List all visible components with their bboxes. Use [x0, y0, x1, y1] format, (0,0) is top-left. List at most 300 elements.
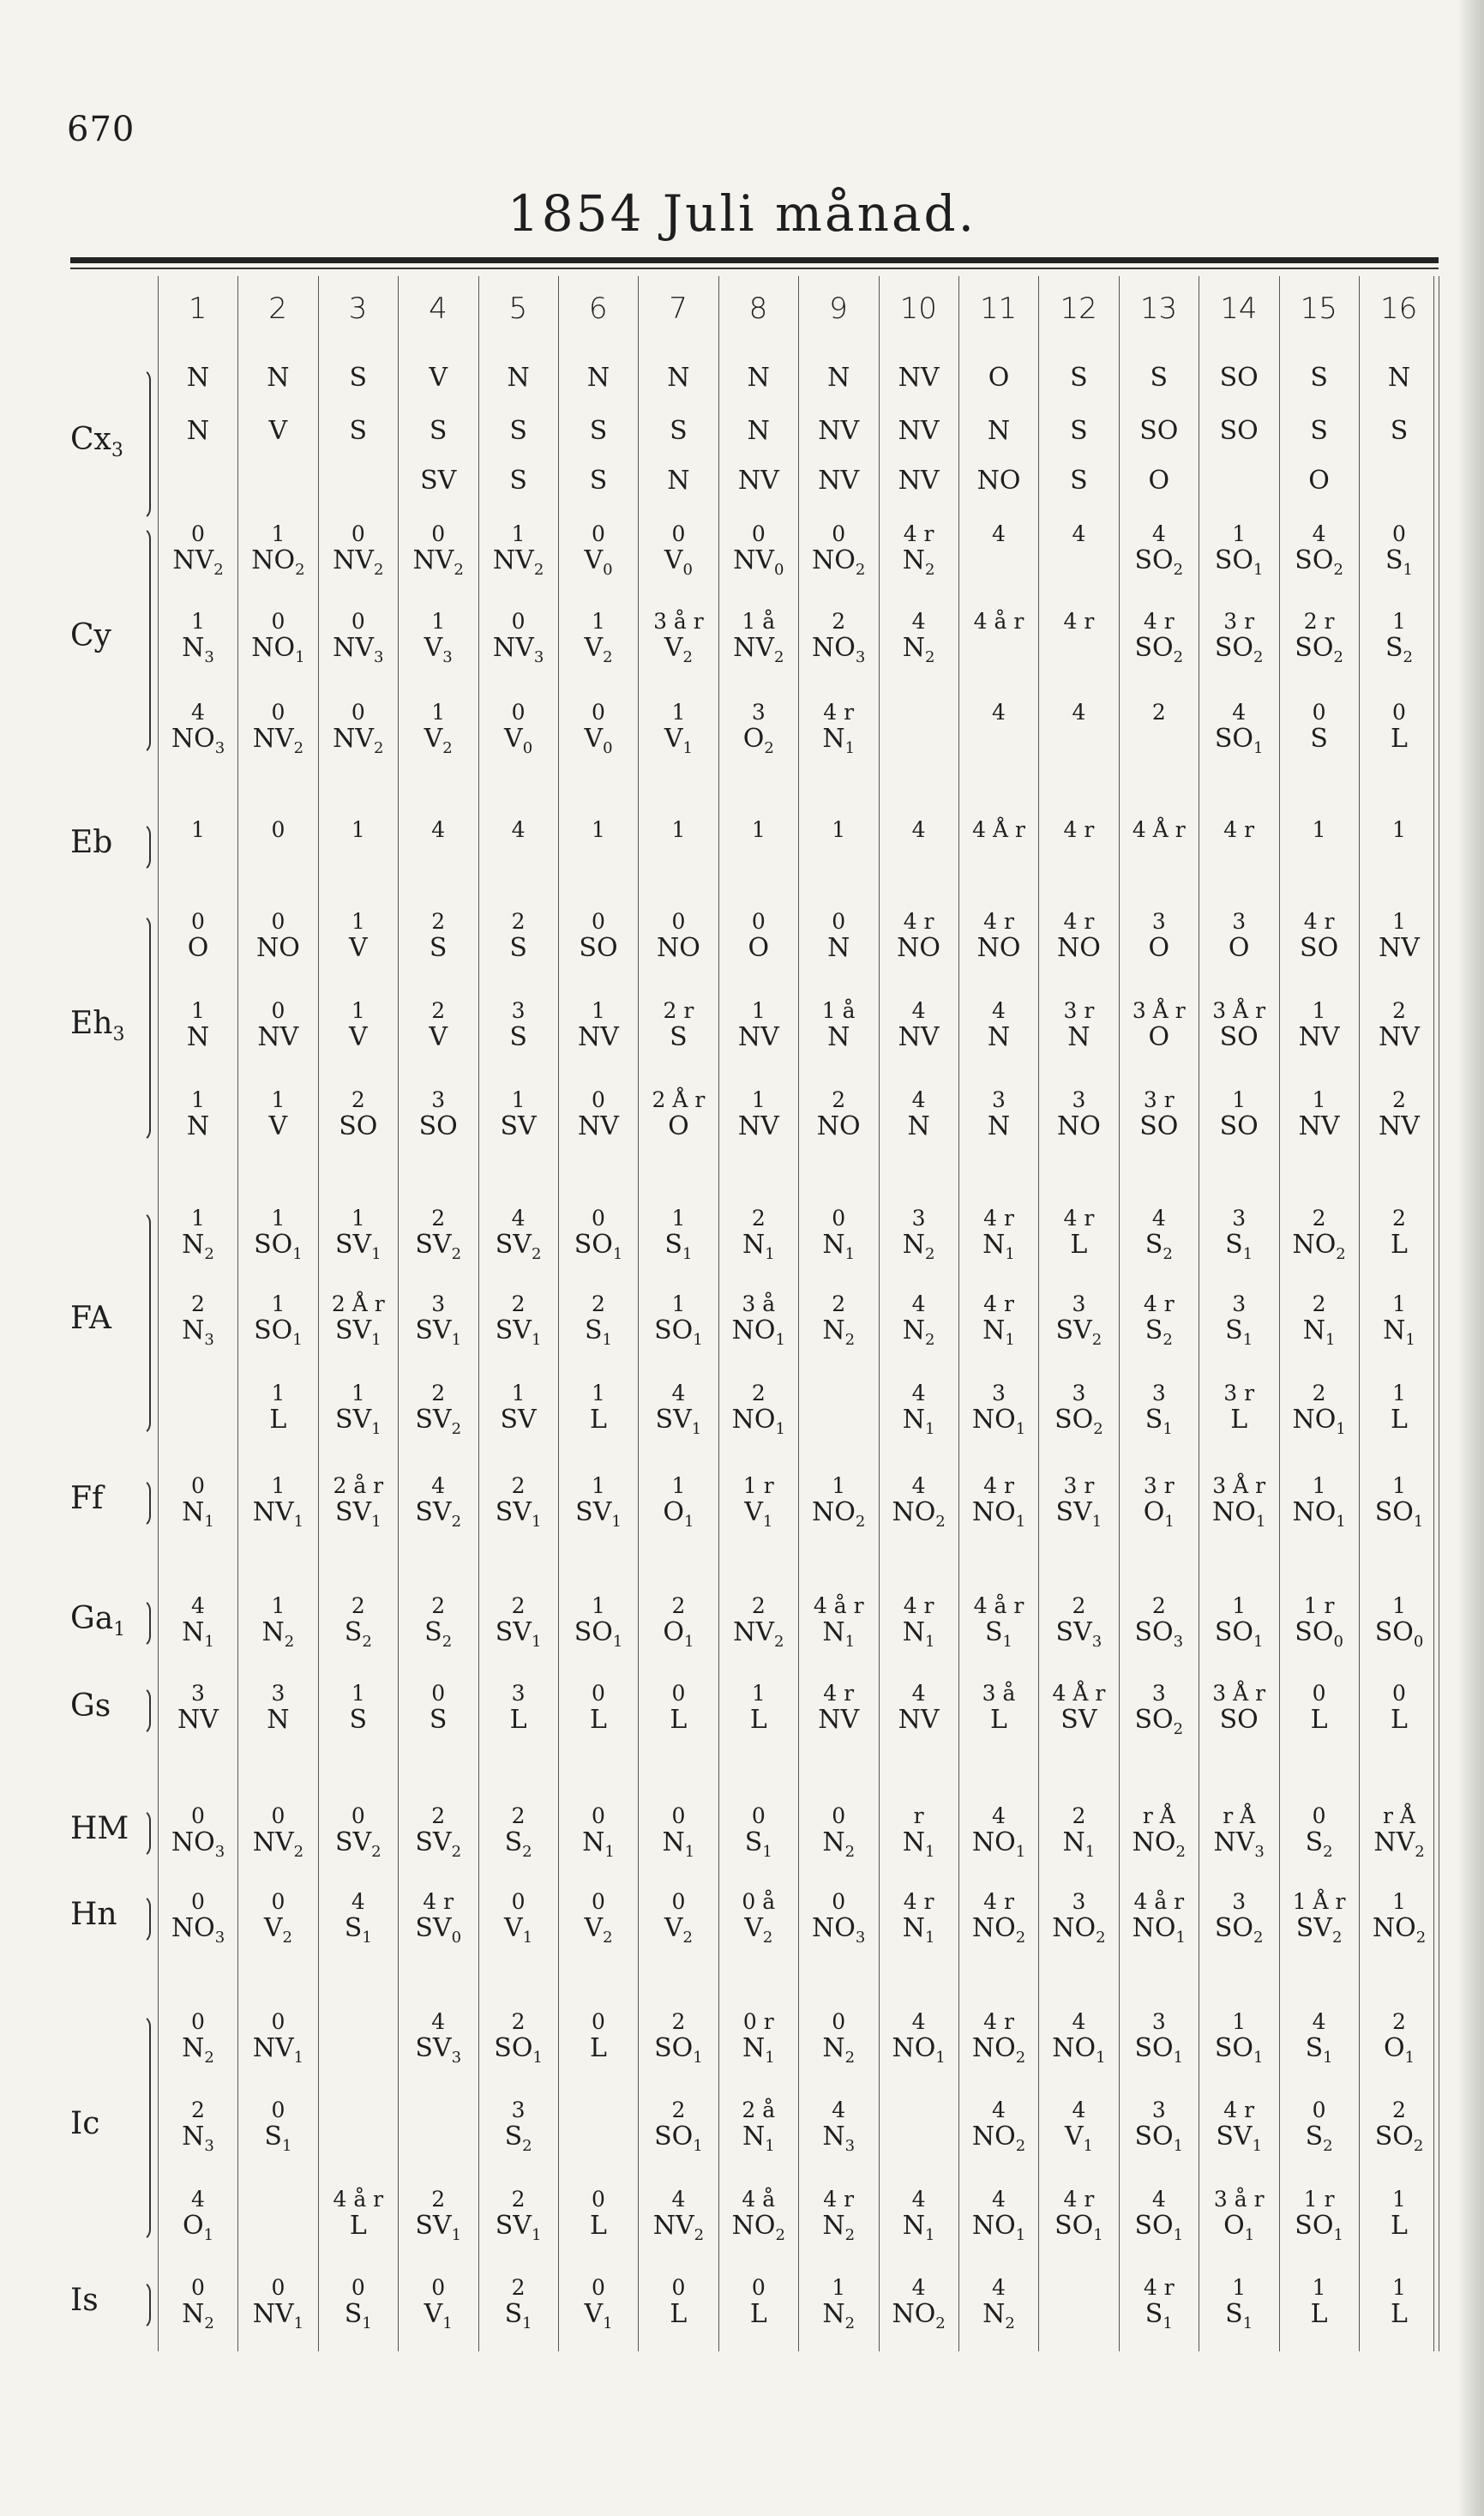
cell-direction: $NO_1$	[971, 1497, 1026, 1531]
table-cell	[158, 1207, 238, 1263]
table-cell	[237, 1595, 318, 1651]
cell-direction: $O_1$	[663, 1617, 694, 1651]
cell-grade: 0	[351, 1803, 365, 1828]
header-rule-thick	[70, 257, 1439, 263]
table-cell	[318, 1000, 399, 1051]
cell-grade: 3	[431, 1087, 446, 1112]
table-cell	[398, 1000, 478, 1051]
cell-direction: $S_1$	[1225, 1230, 1253, 1263]
cell-direction: $SV_2$	[1055, 1315, 1102, 1349]
cell-direction: NV	[1379, 1022, 1420, 1052]
table-cell	[1119, 523, 1199, 579]
cell-grade: 0	[751, 521, 766, 546]
cell-grade: 4	[671, 1381, 686, 1405]
cell-direction: L	[1070, 1230, 1088, 1260]
cell-grade: 1	[1392, 1473, 1406, 1498]
table-cell	[798, 819, 879, 843]
cell-direction: L	[1391, 724, 1408, 754]
cell-direction: NV	[818, 1705, 860, 1735]
cell-direction: $N_2$	[822, 2299, 856, 2332]
cell-grade: 3 r	[1063, 1473, 1095, 1498]
table-cell	[398, 1891, 478, 1947]
table-cell	[237, 701, 318, 757]
station-code: Eh	[70, 1006, 113, 1041]
table-cell	[237, 2099, 318, 2155]
cell-grade: 2	[1151, 700, 1166, 725]
table-cell	[638, 1891, 718, 1947]
cell-direction: N	[1067, 1022, 1090, 1052]
cell-direction: $S_2$	[504, 2122, 532, 2155]
cell-grade: 2	[1151, 1593, 1166, 1618]
cell-grade: 0	[191, 2009, 205, 2034]
table-cell	[237, 1891, 318, 1947]
cell-direction: L	[1391, 2211, 1408, 2241]
table-cell	[638, 1000, 718, 1051]
table-cell	[478, 1682, 559, 1734]
cell-direction: S	[670, 1022, 688, 1052]
cell-grade: 3 r	[1143, 1087, 1175, 1112]
table-cell	[158, 1382, 238, 1406]
cell-direction: N	[907, 1111, 930, 1141]
cell-grade: 4 å r	[813, 1593, 864, 1618]
header-rule-thin	[70, 268, 1439, 269]
table-cell	[478, 1089, 559, 1141]
cell-grade: 1	[191, 609, 205, 634]
cell-direction: L	[749, 2299, 767, 2329]
cell-grade: 4 r	[983, 2009, 1014, 2034]
cell-direction: $SO_1$	[1214, 2033, 1264, 2067]
table-cell	[318, 2277, 399, 2332]
table-cell	[558, 2188, 639, 2240]
cell-grade: 3 r	[1223, 1381, 1255, 1405]
cell-direction: NV	[898, 363, 940, 393]
cell-direction: $SO_1$	[254, 1315, 303, 1349]
cell-grade: 3 Å r	[1212, 1473, 1266, 1498]
table-cell	[638, 1207, 718, 1263]
cell-grade: 1	[1392, 1889, 1406, 1914]
cell-direction: $SO_0$	[1374, 1617, 1424, 1651]
station-code: Ic	[70, 2105, 100, 2141]
cell-grade: 2	[1392, 1206, 1406, 1231]
cell-grade: 1	[1392, 2187, 1406, 2212]
cell-grade: 2	[431, 1206, 446, 1231]
table-cell	[1119, 418, 1199, 445]
cell-grade: 0 å	[742, 1889, 776, 1914]
cell-direction: L	[1391, 1705, 1408, 1735]
table-cell	[1119, 1089, 1199, 1141]
cell-direction: $S_1$	[344, 1913, 372, 1947]
cell-grade: 0	[1312, 700, 1326, 725]
cell-direction: S	[1070, 363, 1088, 393]
table-cell	[958, 1089, 1039, 1141]
cell-grade: 0	[271, 1889, 285, 1914]
cell-grade: 4 r	[1063, 2187, 1095, 2212]
group-brace	[137, 1478, 151, 1528]
cell-direction: $S_2$	[1305, 1827, 1333, 1861]
table-cell	[879, 418, 959, 445]
cell-grade: 1	[832, 817, 846, 842]
cell-grade: 3	[511, 2098, 526, 2122]
cell-direction: $NO_1$	[1212, 1497, 1266, 1531]
cell-grade: 4	[191, 2187, 205, 2212]
table-cell	[798, 1293, 879, 1349]
cell-grade: r Å	[1383, 1803, 1415, 1828]
cell-grade: 3 å r	[1213, 2187, 1265, 2212]
cell-grade: 4	[992, 521, 1006, 546]
cell-direction: N	[827, 933, 850, 963]
cell-grade: 4	[431, 1473, 446, 1498]
table-cell	[1038, 418, 1119, 445]
table-cell	[558, 819, 639, 843]
table-cell	[318, 2099, 399, 2123]
table-cell	[1119, 1207, 1199, 1263]
column-number: 13	[1139, 292, 1178, 326]
cell-direction: $S_1$	[264, 2122, 292, 2155]
table-cell	[1279, 2277, 1360, 2328]
cell-direction: $S_1$	[1145, 1405, 1173, 1438]
table-cell	[958, 2188, 1039, 2244]
cell-grade: 0	[271, 2275, 285, 2300]
table-cell	[1359, 364, 1439, 392]
cell-direction: SO	[1300, 933, 1339, 963]
cell-direction: NO	[816, 1111, 861, 1141]
cell-direction: $O_2$	[742, 724, 774, 757]
table-cell	[958, 467, 1039, 495]
cell-direction: N	[747, 363, 770, 393]
table-cell	[798, 701, 879, 757]
cell-grade	[398, 2099, 478, 2123]
cell-grade: 2	[511, 909, 526, 934]
cell-grade: r Å	[1142, 1803, 1175, 1828]
cell-grade: 3 Å r	[1212, 998, 1266, 1023]
table-cell	[398, 523, 478, 579]
column-number: 6	[588, 292, 608, 326]
cell-direction: L	[990, 1705, 1007, 1735]
table-cell	[1359, 1682, 1439, 1734]
cell-grade: 2	[511, 2187, 526, 2212]
table-cell	[1119, 1595, 1199, 1651]
cell-grade: 4	[431, 2009, 446, 2034]
table-cell	[158, 1293, 238, 1349]
cell-grade: 1	[191, 817, 205, 842]
cell-direction: $SV_2$	[415, 1497, 462, 1531]
cell-grade: 4	[911, 998, 926, 1023]
cell-grade: 1	[271, 521, 285, 546]
table-cell	[1119, 1293, 1199, 1349]
table-cell	[798, 1475, 879, 1531]
cell-grade: 4	[1312, 2009, 1326, 2034]
cell-grade: 4 r	[1143, 2275, 1175, 2300]
table-cell	[879, 1805, 959, 1861]
table-cell	[318, 1089, 399, 1141]
table-cell	[558, 523, 639, 579]
cell-grade: 4	[911, 817, 926, 842]
table-cell	[958, 701, 1039, 725]
table-cell	[1359, 1293, 1439, 1349]
cell-direction: V	[348, 933, 368, 963]
cell-direction: SV	[500, 1405, 537, 1435]
cell-grade: 2	[671, 2098, 686, 2122]
station-label	[70, 1006, 124, 1045]
table-cell	[237, 364, 318, 392]
cell-direction: S	[509, 416, 527, 446]
cell-grade: 4 å r	[973, 1593, 1024, 1618]
table-cell	[879, 1475, 959, 1531]
table-cell	[158, 1891, 238, 1947]
cell-direction: NV	[737, 1022, 779, 1052]
cell-direction: NV	[578, 1111, 619, 1141]
cell-direction: $SV_1$	[495, 1315, 542, 1349]
cell-grade: 4	[511, 817, 526, 842]
cell-direction: NV	[177, 1705, 219, 1735]
table-cell	[638, 2188, 718, 2244]
cell-direction: $S_2$	[1305, 2122, 1333, 2155]
cell-direction: $SO_2$	[1214, 1913, 1264, 1947]
cell-direction: SO	[1219, 1705, 1259, 1735]
cell-grade: 1	[1232, 1593, 1247, 1618]
table-cell	[558, 1891, 639, 1947]
table-cell	[718, 2188, 799, 2244]
table-cell	[1199, 1595, 1279, 1651]
cell-direction: V	[429, 1022, 448, 1052]
table-cell	[478, 2277, 559, 2332]
cell-grade: 4	[911, 2009, 926, 2034]
cell-grade: 2	[511, 1593, 526, 1618]
group-brace	[137, 1686, 151, 1736]
table-cell	[318, 1891, 399, 1947]
cell-direction: L	[670, 1705, 688, 1735]
cell-grade: 1	[1232, 2009, 1247, 2034]
table-cell	[1359, 1382, 1439, 1434]
cell-grade: 4	[511, 1206, 526, 1231]
cell-direction: $SV_2$	[415, 1827, 462, 1861]
cell-grade: 3	[1232, 1889, 1247, 1914]
cell-direction: $SV_2$	[415, 1230, 462, 1263]
table-cell	[1038, 2099, 1119, 2155]
table-cell	[237, 819, 318, 843]
cell-direction: $O_1$	[1143, 1497, 1175, 1531]
cell-direction: $NO_2$	[1292, 1230, 1346, 1263]
table-cell	[638, 701, 718, 757]
cell-direction: L	[590, 1405, 607, 1435]
cell-direction: V	[348, 1022, 368, 1052]
cell-direction: NV	[737, 1111, 779, 1141]
table-cell	[398, 1382, 478, 1438]
cell-grade: 3	[271, 1681, 285, 1706]
table-cell	[237, 1000, 318, 1051]
cell-grade: 1	[1312, 817, 1326, 842]
table-cell	[958, 1000, 1039, 1051]
cell-direction: L	[1310, 2299, 1328, 2329]
cell-grade: 2	[1312, 1381, 1326, 1405]
cell-grade: 1	[511, 1087, 526, 1112]
page-title: 1854 Juli månad.	[507, 184, 977, 243]
cell-grade: 0	[1312, 1681, 1326, 1706]
cell-grade: 4	[1151, 2187, 1166, 2212]
cell-direction: N	[507, 363, 530, 393]
cell-grade: 1	[832, 2275, 846, 2300]
cell-grade: 0	[271, 998, 285, 1023]
cell-grade: 0	[751, 1803, 766, 1828]
cell-grade: r Å	[1223, 1803, 1256, 1828]
station-subscript: 1	[113, 1619, 126, 1641]
table-cell	[1038, 364, 1119, 392]
table-cell	[318, 1293, 399, 1349]
cell-direction: $NO_2$	[971, 2033, 1026, 2067]
table-cell	[718, 701, 799, 757]
cell-grade: 3	[191, 1681, 205, 1706]
cell-direction: $SV_1$	[334, 1497, 382, 1531]
table-cell	[318, 1207, 399, 1263]
cell-grade	[1199, 467, 1279, 491]
table-cell	[879, 1293, 959, 1349]
cell-grade: 3	[1151, 2009, 1166, 2034]
cell-grade: 4	[992, 2275, 1006, 2300]
cell-grade: 0	[671, 521, 686, 546]
cell-direction: NV	[257, 1022, 299, 1052]
table-cell	[318, 364, 399, 392]
cell-direction: N	[186, 1111, 210, 1141]
cell-direction: L	[590, 2211, 607, 2241]
cell-grade: 0	[832, 909, 846, 934]
cell-grade: 4	[1072, 700, 1086, 725]
cell-grade: 1 r	[742, 1473, 774, 1498]
cell-grade: 1	[1392, 1381, 1406, 1405]
cell-direction: $NV_2$	[333, 545, 384, 579]
cell-grade: 4	[1312, 521, 1326, 546]
table-cell	[158, 1682, 238, 1734]
table-cell	[798, 611, 879, 666]
cell-direction: $S_2$	[1145, 1230, 1173, 1263]
cell-direction: $V_2$	[584, 1913, 613, 1947]
table-cell	[558, 1475, 639, 1531]
cell-grade: 0	[351, 2275, 365, 2300]
cell-direction: $S_1$	[504, 2299, 532, 2332]
table-cell	[558, 1682, 639, 1734]
cell-grade: 0	[1392, 521, 1406, 546]
cell-direction: S	[509, 933, 527, 963]
cell-direction: $NO_3$	[171, 1913, 225, 1947]
cell-direction: $SO_3$	[1134, 1617, 1184, 1651]
table-cell	[1038, 1475, 1119, 1531]
table-cell	[1038, 1682, 1119, 1734]
cell-grade: 0	[592, 1889, 605, 1914]
cell-direction: $V_2$	[744, 1913, 773, 1947]
cell-grade: 0	[832, 1889, 846, 1914]
table-cell	[237, 1207, 318, 1263]
cell-direction: L	[749, 1705, 767, 1735]
table-cell	[1359, 1000, 1439, 1051]
table-cell	[1119, 1805, 1199, 1861]
table-cell	[718, 1682, 799, 1734]
cell-grade: 0	[592, 1087, 605, 1112]
cell-grade: 0	[271, 817, 285, 842]
station-label	[70, 1601, 125, 1640]
table-cell	[1199, 1891, 1279, 1947]
cell-grade: 2	[431, 1593, 446, 1618]
table-cell	[879, 1891, 959, 1947]
table-cell	[1359, 1891, 1439, 1947]
cell-direction: $SV_3$	[1055, 1617, 1102, 1651]
table-cell	[478, 1293, 559, 1349]
column-number: 5	[508, 292, 528, 326]
table-cell	[398, 2099, 478, 2123]
cell-grade: 1	[751, 998, 766, 1023]
cell-direction: NV	[578, 1022, 619, 1052]
cell-direction: $SV_2$	[495, 1230, 542, 1263]
table-cell	[1038, 467, 1119, 495]
table-cell	[1038, 1000, 1119, 1051]
cell-grade: 4 r	[1303, 909, 1335, 934]
table-cell	[879, 1207, 959, 1263]
cell-grade: 1	[351, 817, 365, 842]
table-cell	[798, 1089, 879, 1141]
cell-grade: 2	[191, 1291, 205, 1316]
table-cell	[718, 418, 799, 445]
table-cell	[1199, 1382, 1279, 1434]
table-cell	[958, 1682, 1039, 1734]
table-cell	[1279, 1000, 1360, 1051]
station-subscript: 3	[112, 1024, 125, 1046]
cell-grade: 1	[351, 909, 365, 934]
cell-direction: NV	[898, 1022, 940, 1052]
cell-direction: $N_1$	[662, 1827, 695, 1861]
cell-grade: 4 å	[742, 2187, 776, 2212]
table-cell	[798, 523, 879, 579]
cell-direction: $V_1$	[744, 1497, 773, 1531]
cell-grade: 3 r	[1063, 998, 1095, 1023]
cell-direction: $NV_2$	[652, 2211, 705, 2244]
cell-grade: 0	[351, 521, 365, 546]
cell-direction: $SO_1$	[574, 1617, 623, 1651]
cell-grade: 1	[671, 1473, 686, 1498]
cell-direction: $NV_2$	[333, 724, 384, 757]
cell-direction: N	[987, 1022, 1011, 1052]
table-cell	[879, 911, 959, 962]
cell-direction: $N_1$	[742, 2033, 775, 2067]
cell-direction: S	[589, 466, 608, 496]
table-cell	[879, 2011, 959, 2067]
table-cell	[879, 2277, 959, 2332]
cell-direction: N	[667, 466, 690, 496]
cell-direction: $SO_2$	[1374, 2122, 1424, 2155]
table-cell	[1359, 1595, 1439, 1651]
cell-direction: L	[269, 1405, 287, 1435]
table-cell	[798, 1207, 879, 1263]
cell-grade: 4 r	[1063, 609, 1095, 634]
cell-direction: $S_1$	[1225, 1315, 1253, 1349]
cell-direction: $SV_1$	[415, 1315, 462, 1349]
table-cell	[718, 1000, 799, 1051]
table-cell	[1119, 819, 1199, 843]
table-cell	[1119, 2277, 1199, 2332]
cell-direction: $S_1$	[344, 2299, 372, 2332]
cell-grade: 3	[1232, 1291, 1247, 1316]
table-cell	[1199, 1000, 1279, 1051]
cell-direction: S	[429, 416, 448, 446]
cell-direction: $NO_2$	[892, 2299, 946, 2332]
cell-direction: S	[349, 363, 368, 393]
cell-grade: 1	[1392, 2275, 1406, 2300]
table-cell	[638, 911, 718, 962]
cell-direction: $S_1$	[1225, 2299, 1253, 2332]
cell-direction: $SV_1$	[1055, 1497, 1102, 1531]
table-cell	[718, 911, 799, 962]
cell-grade	[879, 2099, 959, 2123]
cell-direction: $S_1$	[1385, 545, 1413, 579]
cell-direction: $N_1$	[822, 724, 856, 757]
group-brace	[137, 527, 151, 755]
